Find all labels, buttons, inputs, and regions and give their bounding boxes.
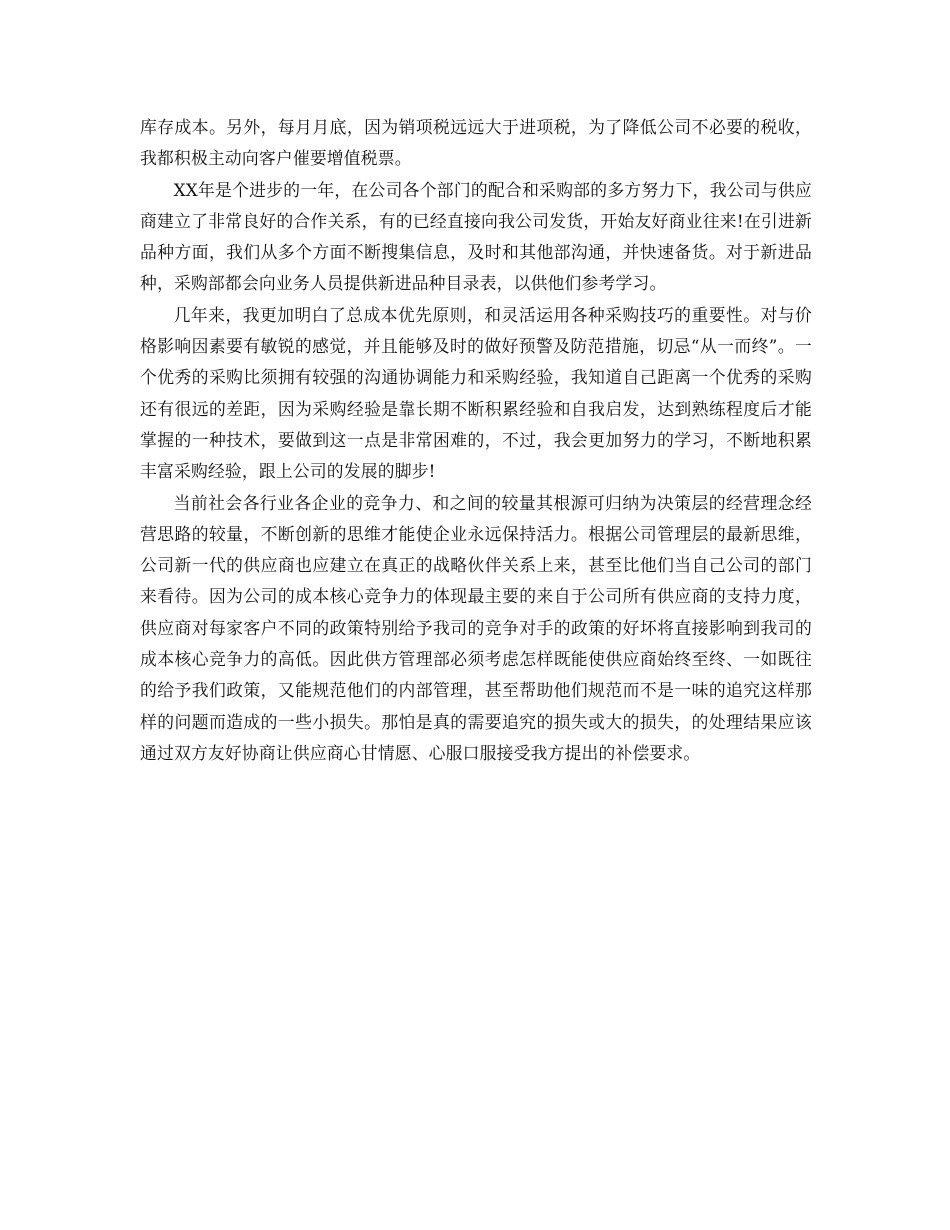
document-body bbox=[140, 112, 812, 769]
paragraph-4: 当前社会各行业各企业的竞争力、和之间的较量其根源可归纳为决策层的经营理念经营思路的较量，不断创新的思维才能使企业永远保持活力。根据公司管理层的最新思维，公司新一代的供应商也应建立在真正的战略伙伴关系上来，甚至比他们当自己公司的部门来看待。因为公司的成本核心竞争力的体现最主要的来自于公司所有供应商的支持力度，供应商对每家客户不同的政策特别给予我司的竞争对手的政策的好坏将直接影响到我司的成本核心竞争力的高低。因此供方管理部必须考虑怎样既能使供应商始终至终、一如既往的给予我们政策，又能规范他们的内部管理，甚至帮助他们规范而不是一味的追究这样那样的问题而造成的一些小损失。那怕是真的需要追究的损失或大的损失，的处理结果应该通过双方友好协商让供应商心甘情愿、心服口服接受我方提出的补偿要求。 bbox=[140, 492, 812, 763]
paragraph-1: 库存成本。另外，每月月底，因为销项税远远大于进项税，为了降低公司不必要的税收，我都积极主动向客户催要增值税票。 bbox=[140, 117, 812, 169]
paragraph-2: XX年是个进步的一年，在公司各个部门的配合和采购部的多方努力下，我公司与供应商建立了非常良好的合作关系，有的已经直接向我公司发货，开始友好商业往来!在引进新品种方面，我们从多个方面不断搜集信息，及时和其他部沟通，并快速备货。对于新进品种，采购部都会向业务人员提供新进品种目录表，以供他们参考学习。 bbox=[140, 179, 812, 294]
paragraph-3: 几年来，我更加明白了总成本优先原则，和灵活运用各种采购技巧的重要性。对与价格影响因素要有敏锐的感觉，并且能够及时的做好预警及防范措施，切忌“从一而终”。一个优秀的采购比须拥有较强的沟通协调能力和采购经验，我知道自己距离一个优秀的采购还有很远的差距，因为采购经验是靠长期不断积累经验和自我启发，达到熟练程度后才能掌握的一种技术，要做到这一点是非常困难的，不过，我会更加努力的学习，不断地积累丰富采购经验，跟上公司的发展的脚步! bbox=[140, 304, 812, 482]
